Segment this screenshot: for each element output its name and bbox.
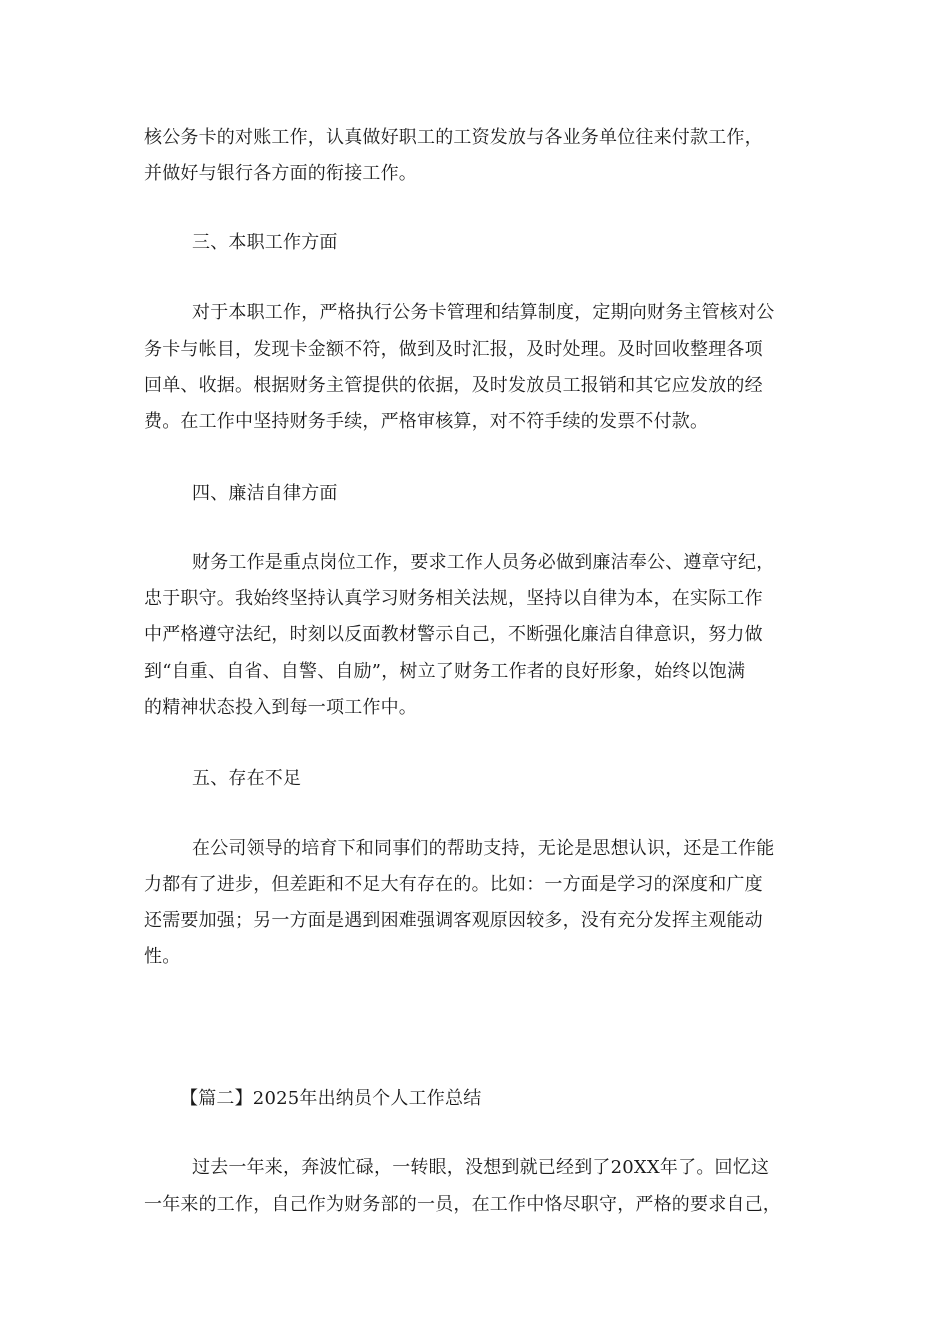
paragraph-line: 并做好与银行各方面的衔接工作。 xyxy=(144,163,417,184)
section-heading: 五、存在不足 xyxy=(192,768,302,789)
article-title: 【篇二】2025年出纳员个人工作总结 xyxy=(180,1088,482,1109)
paragraph-line: 的精神状态投入到每一项工作中。 xyxy=(144,697,417,718)
paragraph-line: 一年来的工作，自己作为财务部的一员，在工作中恪尽职守，严格的要求自己， xyxy=(144,1194,781,1215)
paragraph-line: 回单、收据。根据财务主管提供的依据，及时发放员工报销和其它应发放的经 xyxy=(144,375,763,396)
paragraph-line: 忠于职守。我始终坚持认真学习财务相关法规，坚持以自律为本，在实际工作 xyxy=(144,588,763,609)
paragraph-line: 过去一年来，奔波忙碌，一转眼，没想到就已经到了20XX年了。回忆这 xyxy=(192,1157,770,1178)
paragraph-line: 核公务卡的对账工作，认真做好职工的工资发放与各业务单位往来付款工作， xyxy=(144,127,763,148)
paragraph-line: 务卡与帐目，发现卡金额不符，做到及时汇报，及时处理。及时回收整理各项 xyxy=(144,339,763,360)
section-heading: 三、本职工作方面 xyxy=(192,232,338,253)
section-heading: 四、廉洁自律方面 xyxy=(192,483,338,504)
paragraph-line: 性。 xyxy=(144,946,181,967)
paragraph-line: 力都有了进步，但差距和不足大有存在的。比如：一方面是学习的深度和广度 xyxy=(144,874,763,895)
paragraph-line: 到“自重、自省、自警、自励”，树立了财务工作者的良好形象，始终以饱满 xyxy=(144,661,746,682)
paragraph-line: 费。在工作中坚持财务手续，严格审核算，对不符手续的发票不付款。 xyxy=(144,411,709,432)
paragraph-line: 对于本职工作，严格执行公务卡管理和结算制度，定期向财务主管核对公 xyxy=(192,302,775,323)
paragraph-line: 还需要加强；另一方面是遇到困难强调客观原因较多，没有充分发挥主观能动 xyxy=(144,910,763,931)
paragraph-line: 财务工作是重点岗位工作，要求工作人员务必做到廉洁奉公、遵章守纪， xyxy=(192,552,775,573)
paragraph-line: 中严格遵守法纪，时刻以反面教材警示自己，不断强化廉洁自律意识，努力做 xyxy=(144,624,763,645)
paragraph-line: 在公司领导的培育下和同事们的帮助支持，无论是思想认识，还是工作能 xyxy=(192,838,775,859)
